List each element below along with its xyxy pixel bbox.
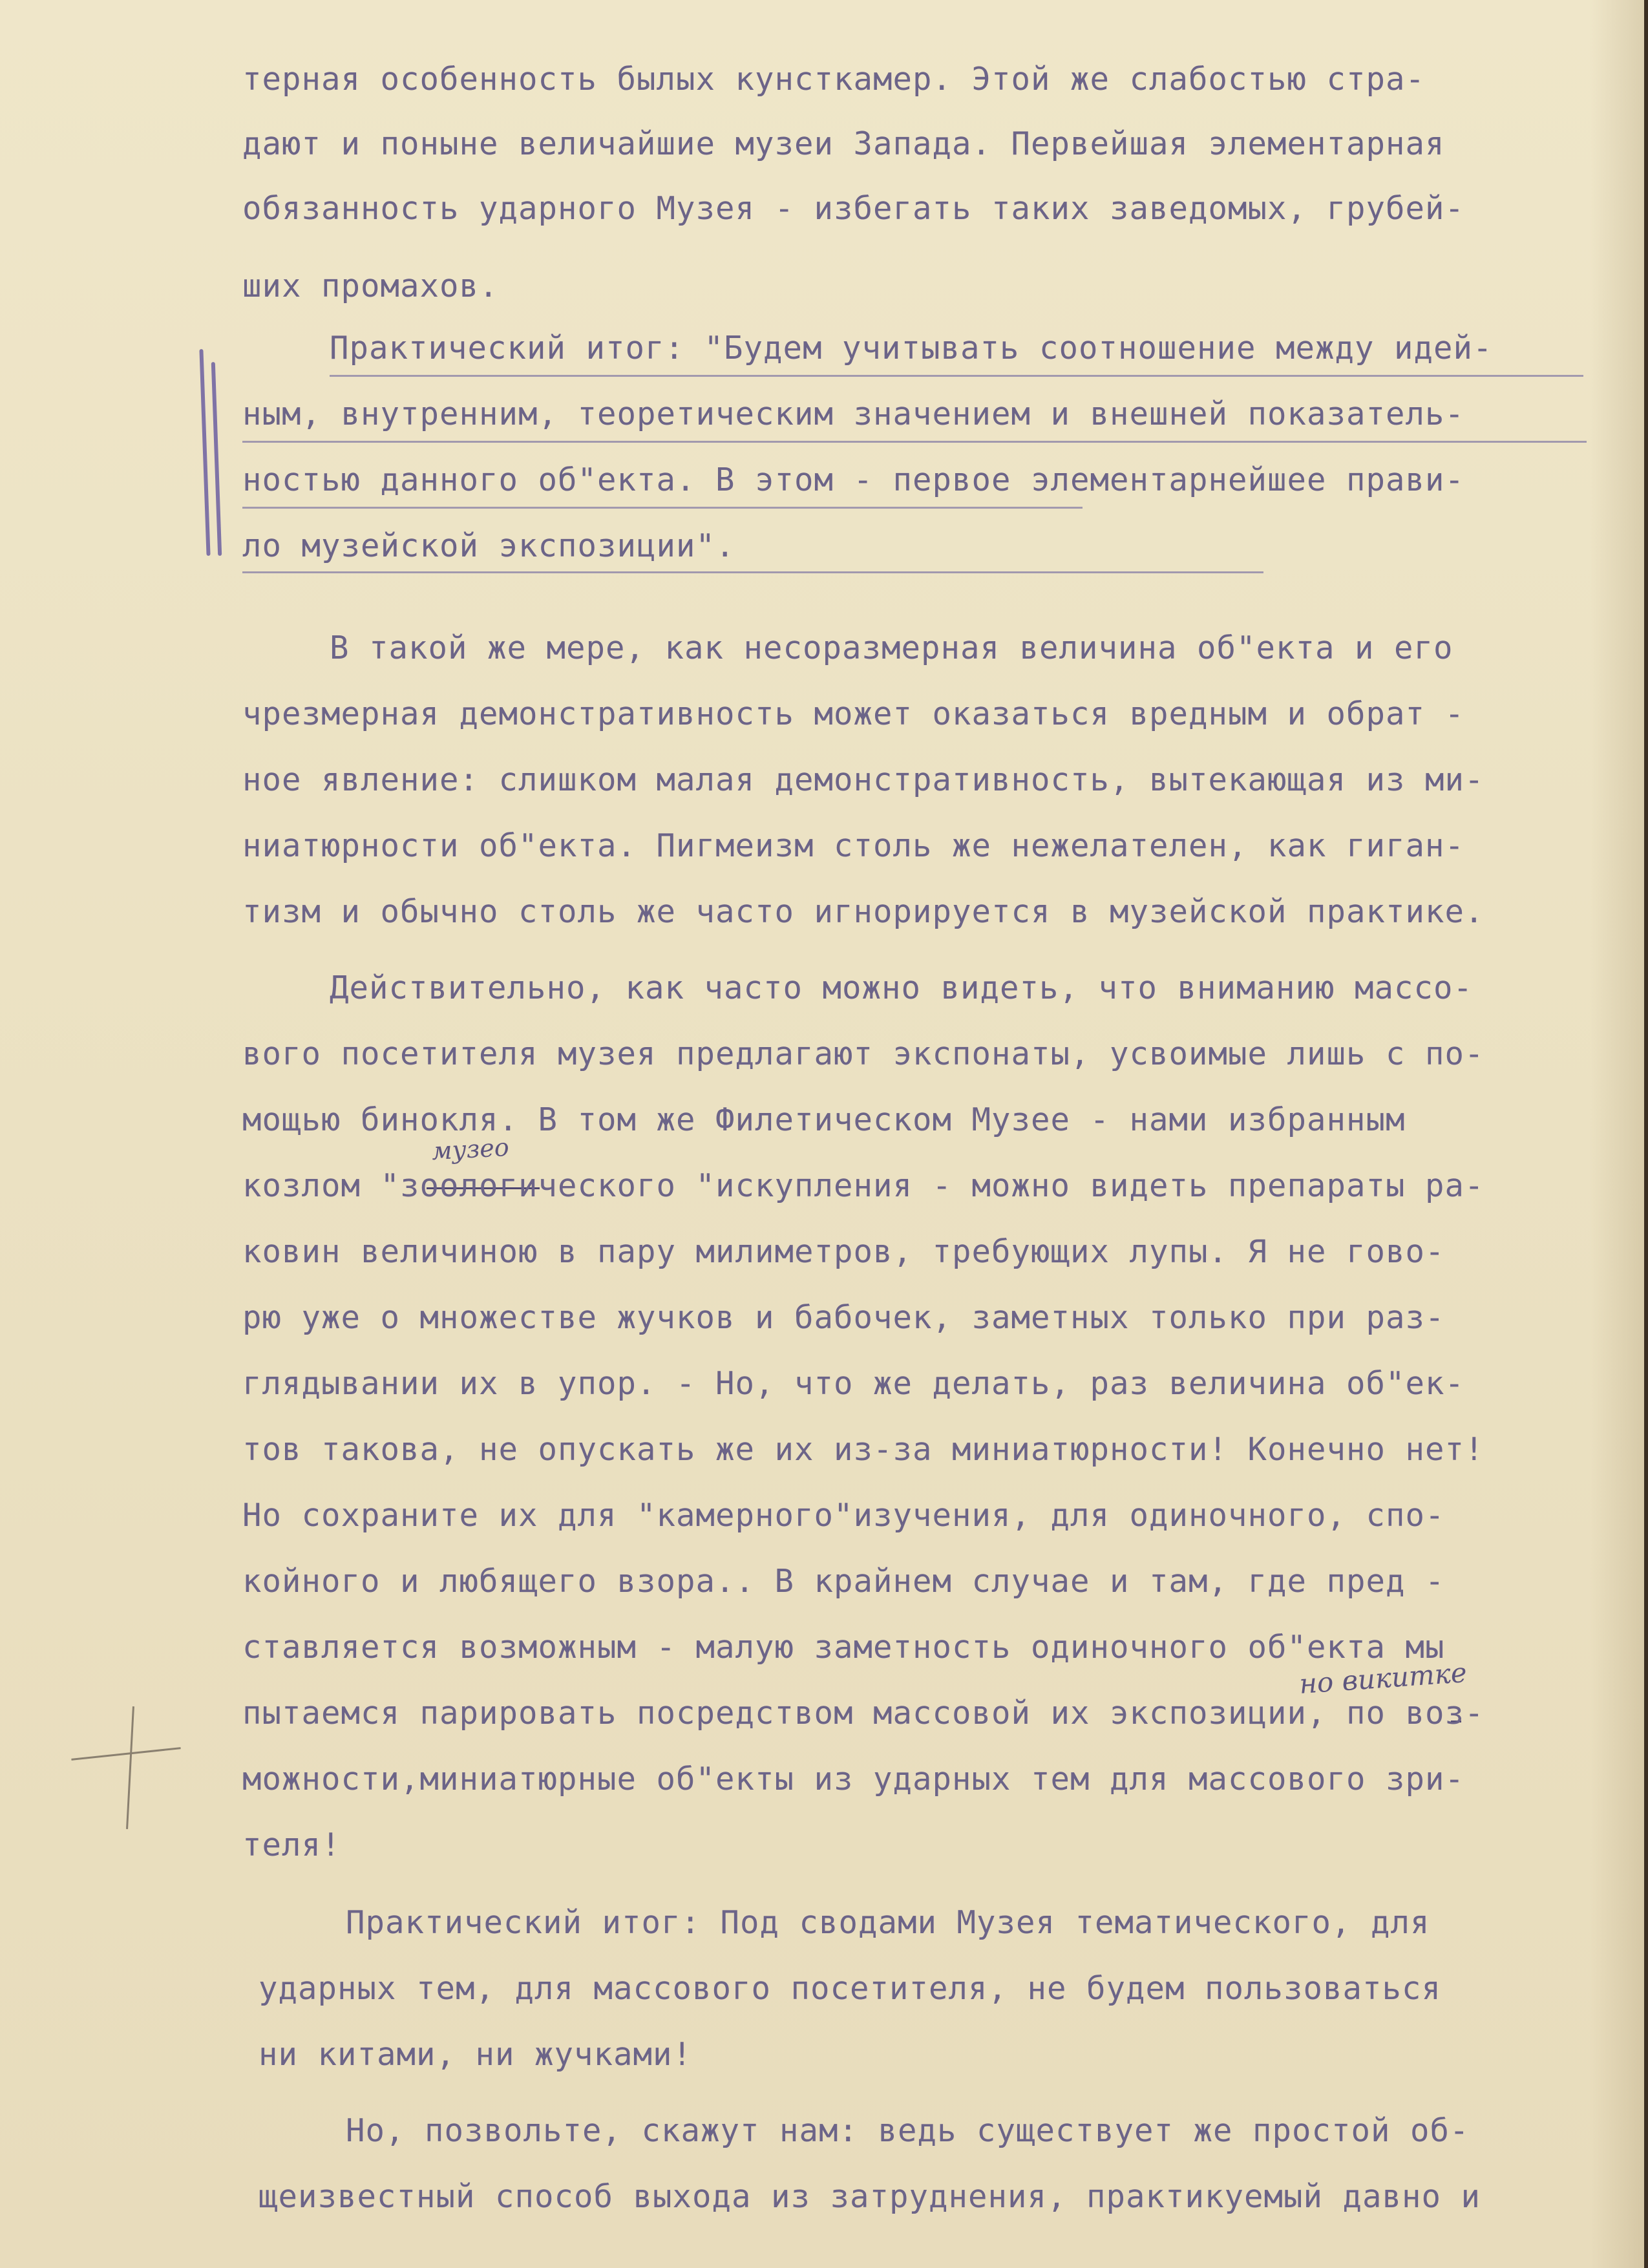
text-line: терная особенность былых кунсткамер. Этой же слабостью стра- <box>242 61 1426 98</box>
text-line: ставляется возможным - малую заметность одиночного об"екта мы <box>242 1629 1445 1666</box>
text-line: можности,миниатюрные об"екты из ударных тем для массового зри- <box>242 1761 1465 1797</box>
text-line: Действительно, как часто можно видеть, что вниманию массо- <box>330 970 1474 1006</box>
text-line: глядывании их в упор. - Но, что же делать, раз величина об"ек- <box>242 1365 1465 1402</box>
text-line: тов такова, не опускать же их из-за миниатюрности! Конечно нет! <box>242 1431 1484 1468</box>
text-line: мощью бинокля. В том же Филетическом Музее - нами избранным <box>242 1101 1406 1138</box>
text-line: ших промахов. <box>242 268 499 304</box>
margin-bracket-left <box>199 349 210 556</box>
text-line: дают и поныне величайшие музеи Запада. Первейшая элементарная <box>242 125 1445 162</box>
pencil-underline <box>242 571 1263 573</box>
pencil-underline <box>242 441 1587 443</box>
text-line: Но сохраните их для "камерного"изучения, для одиночного, спо- <box>242 1497 1445 1534</box>
text-line: обязанность ударного Музея - избегать таких заведомых, грубей- <box>242 190 1465 227</box>
text-line: рю уже о множестве жучков и бабочек, заметных только при раз- <box>242 1299 1445 1336</box>
margin-cross-mark-bar <box>71 1747 180 1761</box>
text-line: щеизвестный способ выхода из затруднения, практикуемый давно и <box>259 2178 1481 2215</box>
text-line: тизм и обычно столь же часто игнорируется в музейской практике. <box>242 893 1484 930</box>
text-line: вого посетителя музея предлагают экспонаты, усвоимые лишь с по- <box>242 1035 1484 1072</box>
text-line: пытаемся парировать посредством массовой их экспозиции, по воз- <box>242 1695 1484 1732</box>
text-line: ло музейской экспозиции". <box>242 527 735 564</box>
handwritten-insert-exposition: но викитке <box>1298 1657 1468 1700</box>
text-line: Практический итог: "Будем учитывать соотношение между идей- <box>330 330 1493 366</box>
page-edge-shadow <box>1590 0 1648 2268</box>
text-line: козлом "зоологического "искупления - можно видеть препараты ра- <box>242 1167 1484 1204</box>
text-line: чрезмерная демонстративность может оказаться вредным и обрат - <box>242 695 1465 732</box>
text-line: В такой же мере, как несоразмерная величина об"екта и его <box>330 630 1453 666</box>
margin-cross-mark <box>126 1706 134 1829</box>
text-line: ударных тем, для массового посетителя, не будем пользоваться <box>259 1970 1442 2007</box>
text-line: Практический итог: Под сводами Музея тематического, для <box>346 1904 1430 1941</box>
handwritten-insert-museo: музео <box>430 1132 510 1166</box>
text-line: теля! <box>242 1827 341 1863</box>
pencil-underline <box>242 507 1083 509</box>
text-line: ниатюрности об"екта. Пигмеизм столь же нежелателен, как гиган- <box>242 827 1465 864</box>
text-line: койного и любящего взора.. В крайнем случае и там, где пред - <box>242 1563 1445 1600</box>
text-line: ковин величиною в пару милиметров, требующих лупы. Я не гово- <box>242 1233 1445 1270</box>
text-line: ное явление: слишком малая демонстративность, вытекающая из ми- <box>242 761 1484 798</box>
text-line: ностью данного об"екта. В этом - первое элементарнейшее прави- <box>242 461 1465 498</box>
text-line: Но, позвольте, скажут нам: ведь существует же простой об- <box>346 2112 1470 2149</box>
pencil-underline <box>330 375 1583 377</box>
page-right-edge <box>1644 0 1648 2268</box>
text-line: ным, внутренним, теоретическим значением и внешней показатель- <box>242 396 1465 432</box>
text-line: ни китами, ни жучками! <box>259 2036 693 2073</box>
margin-bracket-right <box>211 362 222 556</box>
